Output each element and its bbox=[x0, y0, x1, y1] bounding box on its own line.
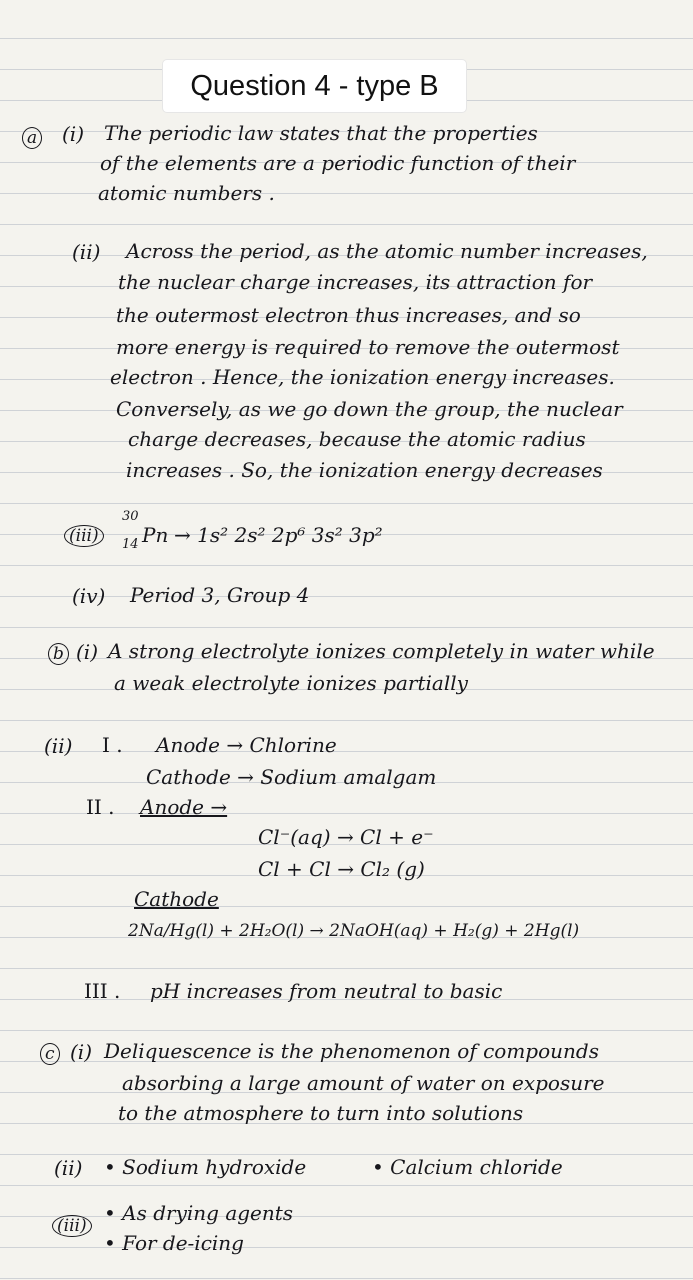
section-c-marker: c bbox=[40, 1040, 60, 1065]
b-i-line-1: A strong electrolyte ionizes completely in water while bbox=[108, 639, 655, 663]
b-ii-cathode-eq: 2Na/Hg(l) + 2H₂O(l) → 2NaOH(aq) + H₂(g) + 2Hg(l) bbox=[128, 921, 580, 941]
c-ii-item-1: • Sodium hydroxide bbox=[104, 1155, 307, 1179]
a-ii-line-4: more energy is required to remove the outermost bbox=[116, 335, 620, 359]
c-iii-use-1: • As drying agents bbox=[104, 1201, 294, 1225]
a-i-line-3: atomic numbers . bbox=[98, 181, 275, 205]
b-ii-II-label: II . bbox=[86, 795, 115, 819]
b-ii-anode-eq-2: Cl + Cl → Cl₂ (g) bbox=[258, 857, 425, 881]
a-iv-text: Period 3, Group 4 bbox=[130, 583, 310, 607]
b-ii-III-label: III . bbox=[84, 979, 121, 1003]
a-iii-electron-config: → 1s² 2s² 2p⁶ 3s² 3p² bbox=[174, 523, 383, 547]
a-ii-line-6: Conversely, as we go down the group, the nuclear bbox=[116, 397, 623, 421]
c-i-line-3: to the atmosphere to turn into solutions bbox=[118, 1101, 524, 1125]
a-iii-symbol: Pn bbox=[142, 523, 169, 547]
a-i-label: (i) bbox=[62, 122, 85, 146]
a-ii-line-1: Across the period, as the atomic number increases, bbox=[126, 239, 648, 263]
section-a-marker: a bbox=[22, 124, 42, 149]
a-iii-marker: (iii) bbox=[64, 522, 104, 547]
c-i-line-2: absorbing a large amount of water on exposure bbox=[122, 1071, 605, 1095]
b-ii-I-label: I . bbox=[102, 733, 123, 757]
b-ii-cathode-heading: Cathode bbox=[134, 887, 219, 911]
c-iii-use-2: • For de-icing bbox=[104, 1231, 244, 1255]
a-iv-label: (iv) bbox=[72, 584, 106, 608]
b-ii-anode: Anode → Chlorine bbox=[156, 733, 337, 757]
c-ii-label: (ii) bbox=[54, 1156, 83, 1180]
title-box bbox=[163, 60, 466, 112]
a-i-line-2: of the elements are a periodic function of their bbox=[100, 151, 576, 175]
a-iii-atomic-number: 14 bbox=[122, 537, 139, 552]
section-b-marker: b bbox=[48, 640, 69, 665]
a-ii-line-8: increases . So, the ionization energy decreases bbox=[126, 458, 603, 482]
b-ii-III-text: pH increases from neutral to basic bbox=[150, 979, 503, 1003]
c-i-label: (i) bbox=[70, 1040, 93, 1064]
a-ii-line-7: charge decreases, because the atomic radius bbox=[128, 427, 586, 451]
b-ii-anode-heading: Anode → bbox=[140, 795, 228, 819]
c-ii-item-2: • Calcium chloride bbox=[372, 1155, 563, 1179]
a-iii-mass-number: 30 bbox=[122, 509, 139, 524]
c-iii-marker: (iii) bbox=[52, 1212, 92, 1237]
b-ii-anode-eq-1: Cl⁻(aq) → Cl + e⁻ bbox=[258, 825, 434, 849]
a-ii-label: (ii) bbox=[72, 240, 101, 264]
a-ii-line-3: the outermost electron thus increases, and so bbox=[116, 303, 581, 327]
b-i-label: (i) bbox=[76, 640, 99, 664]
a-i-line-1: The periodic law states that the properties bbox=[104, 121, 538, 145]
c-i-line-1: Deliquescence is the phenomenon of compounds bbox=[104, 1039, 599, 1063]
b-i-line-2: a weak electrolyte ionizes partially bbox=[114, 671, 468, 695]
page-title: Question 4 - type B bbox=[190, 69, 439, 102]
a-ii-line-2: the nuclear charge increases, its attraction for bbox=[118, 270, 593, 294]
b-ii-label: (ii) bbox=[44, 734, 73, 758]
b-ii-cathode: Cathode → Sodium amalgam bbox=[146, 765, 437, 789]
a-ii-line-5: electron . Hence, the ionization energy increases. bbox=[110, 365, 615, 389]
